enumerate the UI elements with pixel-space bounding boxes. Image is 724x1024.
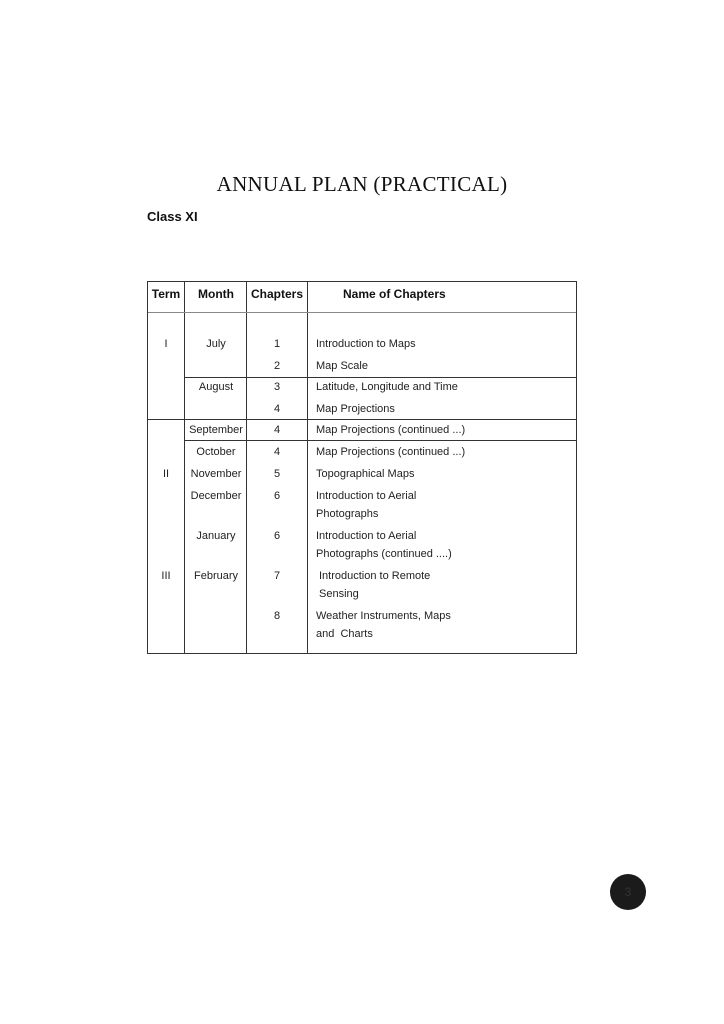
chapter-name-cell: Map Scale [316, 360, 368, 372]
month-cell: July [206, 338, 226, 350]
chapter-name-cell: Map Projections [316, 403, 395, 415]
chapter-number-cell: 1 [273, 338, 281, 350]
month-cell: October [196, 446, 236, 458]
chapter-name-cell: Topographical Maps [316, 468, 415, 480]
header-chapter-name: Name of Chapters [343, 287, 446, 301]
term-label: II [162, 468, 170, 480]
chapter-number-cell: 8 [273, 610, 281, 622]
row-divider [184, 440, 576, 441]
chapter-number-cell: 5 [273, 468, 281, 480]
chapter-number-cell: 6 [273, 490, 281, 502]
chapter-name-cell: Map Projections (continued ...) [316, 424, 466, 436]
header-month: Month [198, 287, 234, 301]
page-title: ANNUAL PLAN (PRACTICAL) [216, 172, 508, 196]
chapter-number-cell: 4 [273, 403, 281, 415]
month-cell: February [193, 570, 239, 582]
chapter-number-cell: 3 [273, 381, 281, 393]
header-divider [148, 312, 576, 313]
month-cell: August [198, 381, 234, 393]
month-cell: December [190, 490, 242, 502]
month-cell: September [189, 424, 243, 436]
term-label: III [161, 570, 171, 582]
chapter-name-cell: Weather Instruments, Maps and Charts [316, 610, 454, 640]
term-label: I [164, 338, 168, 350]
chapter-name-cell: Introduction to Aerial Photographs (continued ....) [316, 530, 452, 560]
chapter-name-cell: Introduction to Remote Sensing [319, 570, 431, 600]
chapter-name-cell: Map Projections (continued ...) [316, 446, 466, 458]
chapter-number-cell: 2 [273, 360, 281, 372]
term-divider [148, 419, 576, 420]
page-number-badge: 3 [610, 874, 646, 910]
chapter-name-cell: Introduction to Maps [316, 338, 416, 350]
chapter-number-cell: 7 [273, 570, 281, 582]
chapter-name-cell: Introduction to Aerial Photographs [316, 490, 417, 520]
column-divider [307, 282, 308, 653]
class-label: Class XI [147, 209, 198, 224]
header-chapters: Chapters [250, 287, 303, 301]
header-term: Term [151, 287, 181, 301]
chapter-name-cell: Latitude, Longitude and Time [316, 381, 458, 393]
chapter-number-cell: 4 [273, 446, 281, 458]
annual-plan-table [147, 281, 577, 654]
chapter-number-cell: 6 [273, 530, 281, 542]
month-cell: January [196, 530, 236, 542]
chapter-number-cell: 4 [273, 424, 281, 436]
month-cell: November [190, 468, 242, 480]
